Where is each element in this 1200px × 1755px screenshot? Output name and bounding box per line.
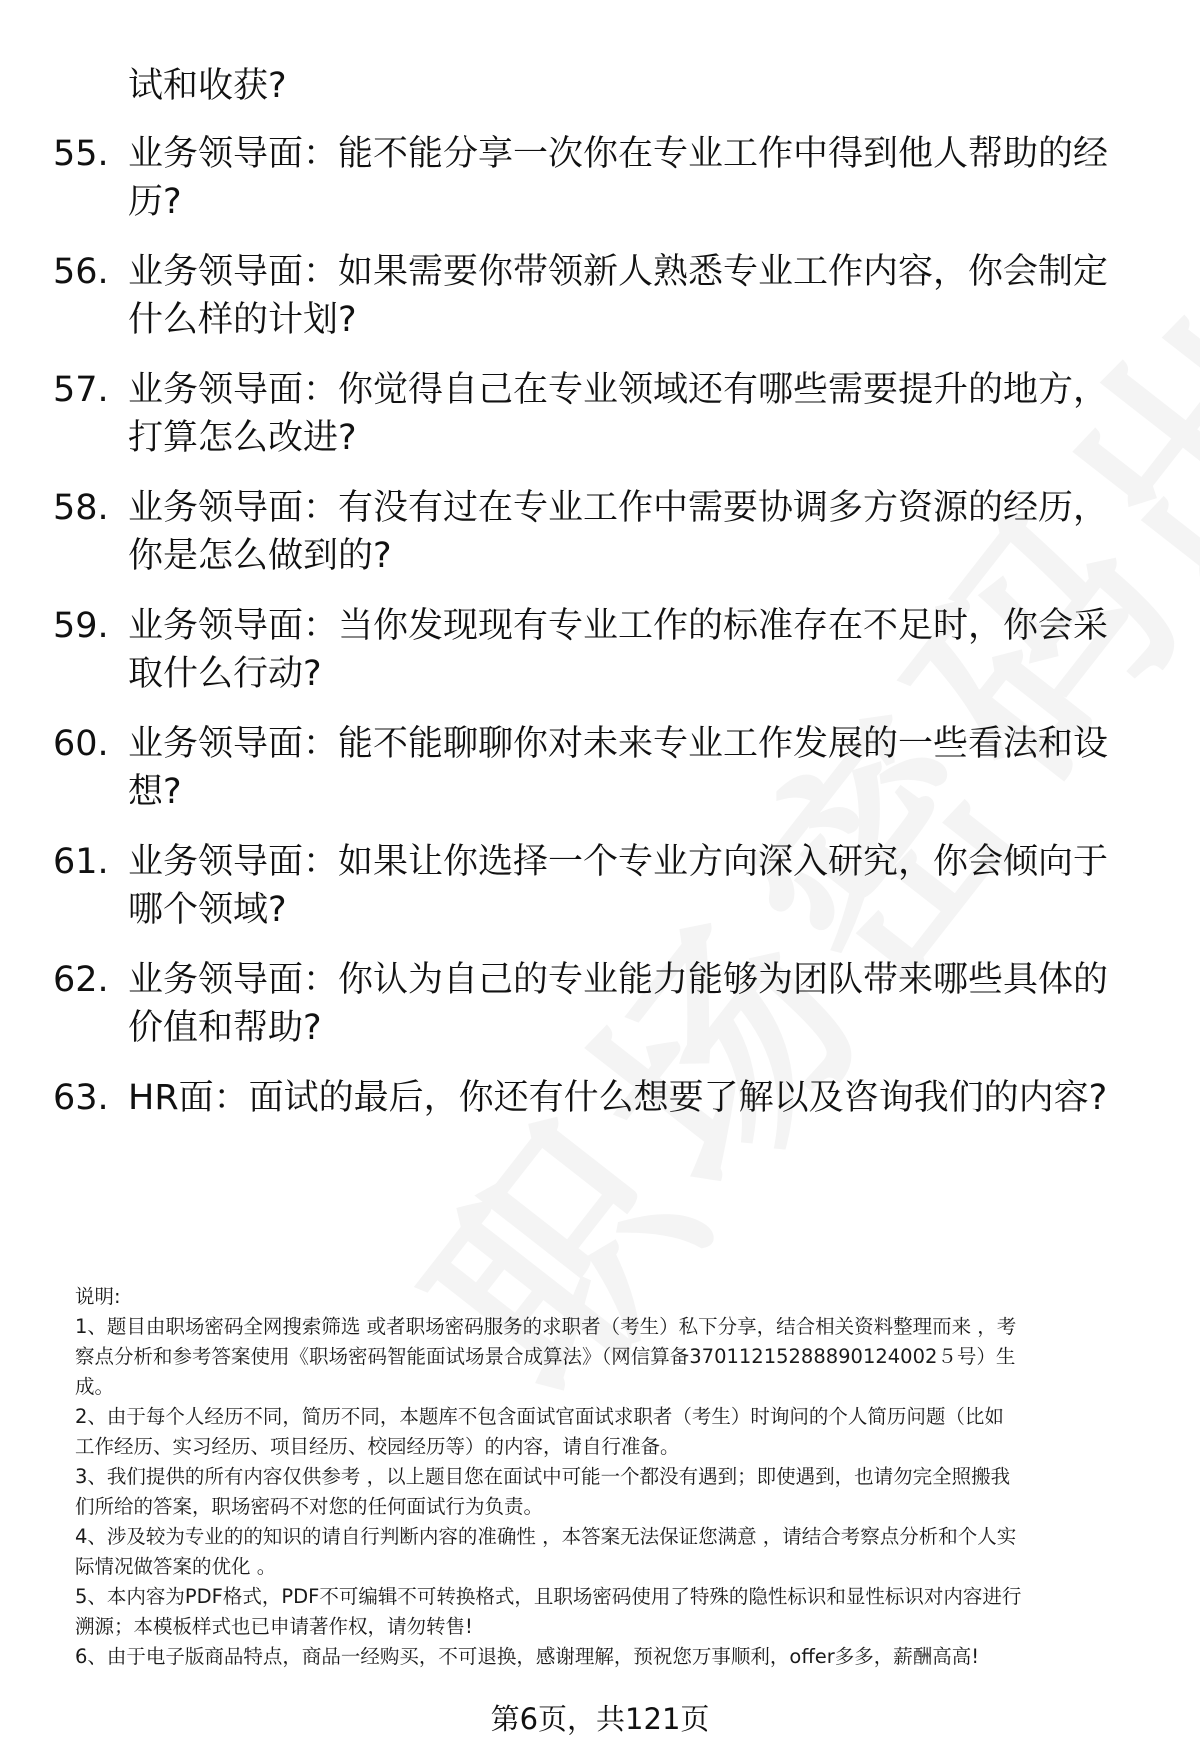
question-number: 60. — [53, 724, 109, 764]
question-number: 56. — [53, 252, 109, 292]
question-number: 57. — [53, 370, 109, 410]
question-text-line1: 业务领导面：你认为自己的专业能力能够为团队带来哪些具体的 — [128, 960, 1109, 1000]
question-text-line2: 哪个领域? — [128, 890, 287, 930]
question-number: 55. — [53, 134, 109, 174]
question-text-line1: 业务领导面：如果让你选择一个专业方向深入研究，你会倾向于 — [128, 842, 1109, 882]
notes-line: 1、题目由职场密码全网搜索筛选 或者职场密码服务的求职者（考生）私下分享，结合相关资料整理而来 ，考 — [75, 1315, 1017, 1338]
question-text-line2: 价值和帮助? — [128, 1008, 322, 1048]
notes-line: 6、由于电子版商品特点，商品一经购买，不可退换，感谢理解，预祝您万事顺利，offer多多，薪酬高高! — [75, 1645, 980, 1668]
notes-section — [75, 1282, 1160, 1672]
question-text-line1: 业务领导面：能不能聊聊你对未来专业工作发展的一些看法和设 — [128, 724, 1109, 764]
question-text-line1: 业务领导面：能不能分享一次你在专业工作中得到他人帮助的经 — [128, 134, 1109, 174]
notes-line: 们所给的答案，职场密码不对您的任何面试行为负责。 — [75, 1495, 544, 1518]
question-number: 59. — [53, 606, 109, 646]
question-number: 62. — [53, 960, 109, 1000]
question-text-line1: 业务领导面：当你发现现有专业工作的标准存在不足时，你会采 — [128, 606, 1109, 646]
continuation-text: 试和收获? — [128, 66, 287, 106]
notes-line: 察点分析和参考答案使用《职场密码智能面试场景合成算法》（网信算备37011215288890124002５号）生 — [75, 1345, 1016, 1368]
page-number: 第6页，共121页 — [490, 1702, 710, 1736]
notes-line: 4、涉及较为专业的的知识的请自行判断内容的准确性 ，本答案无法保证您满意 ，请结合考察点分析和个人实 — [75, 1525, 1017, 1548]
question-text-line1: 业务领导面：有没有过在专业工作中需要协调多方资源的经历， — [128, 488, 1109, 528]
question-number: 58. — [53, 488, 109, 528]
question-text-line2: 什么样的计划? — [128, 300, 357, 340]
notes-line: 工作经历、实习经历、项目经历、校园经历等）的内容，请自行准备。 — [75, 1435, 680, 1458]
question-text-line2: 取什么行动? — [128, 654, 322, 694]
question-text-line2: 打算怎么改进? — [128, 418, 357, 458]
question-text-line1: HR面：面试的最后，你还有什么想要了解以及咨询我们的内容? — [128, 1078, 1108, 1118]
question-text-line2: 想? — [128, 772, 182, 812]
notes-line: 3、我们提供的所有内容仅供参考 ，以上题目您在面试中可能一个都没有遇到；即使遇到，也请勿完全照搬我 — [75, 1465, 1011, 1488]
notes-heading: 说明: — [75, 1285, 121, 1308]
question-text-line2: 你是怎么做到的? — [128, 536, 392, 576]
notes-line: 溯源；本模板样式也已申请著作权，请勿转售! — [75, 1615, 473, 1638]
question-text-line2: 历? — [128, 182, 182, 222]
notes-line: 5、本内容为PDF格式，PDF不可编辑不可转换格式，且职场密码使用了特殊的隐性标识和显性标识对内容进行 — [75, 1585, 1022, 1608]
question-text-line1: 业务领导面：如果需要你带领新人熟悉专业工作内容，你会制定 — [128, 252, 1109, 292]
question-number: 63. — [53, 1078, 109, 1118]
notes-line: 2、由于每个人经历不同，简历不同，本题库不包含面试官面试求职者（考生）时询问的个人简历问题（比如 — [75, 1405, 1004, 1428]
notes-line: 际情况做答案的优化 。 — [75, 1555, 277, 1578]
question-text-line1: 业务领导面：你觉得自己在专业领域还有哪些需要提升的地方， — [128, 370, 1109, 410]
notes-line: 成。 — [75, 1375, 115, 1398]
question-number: 61. — [53, 842, 109, 882]
